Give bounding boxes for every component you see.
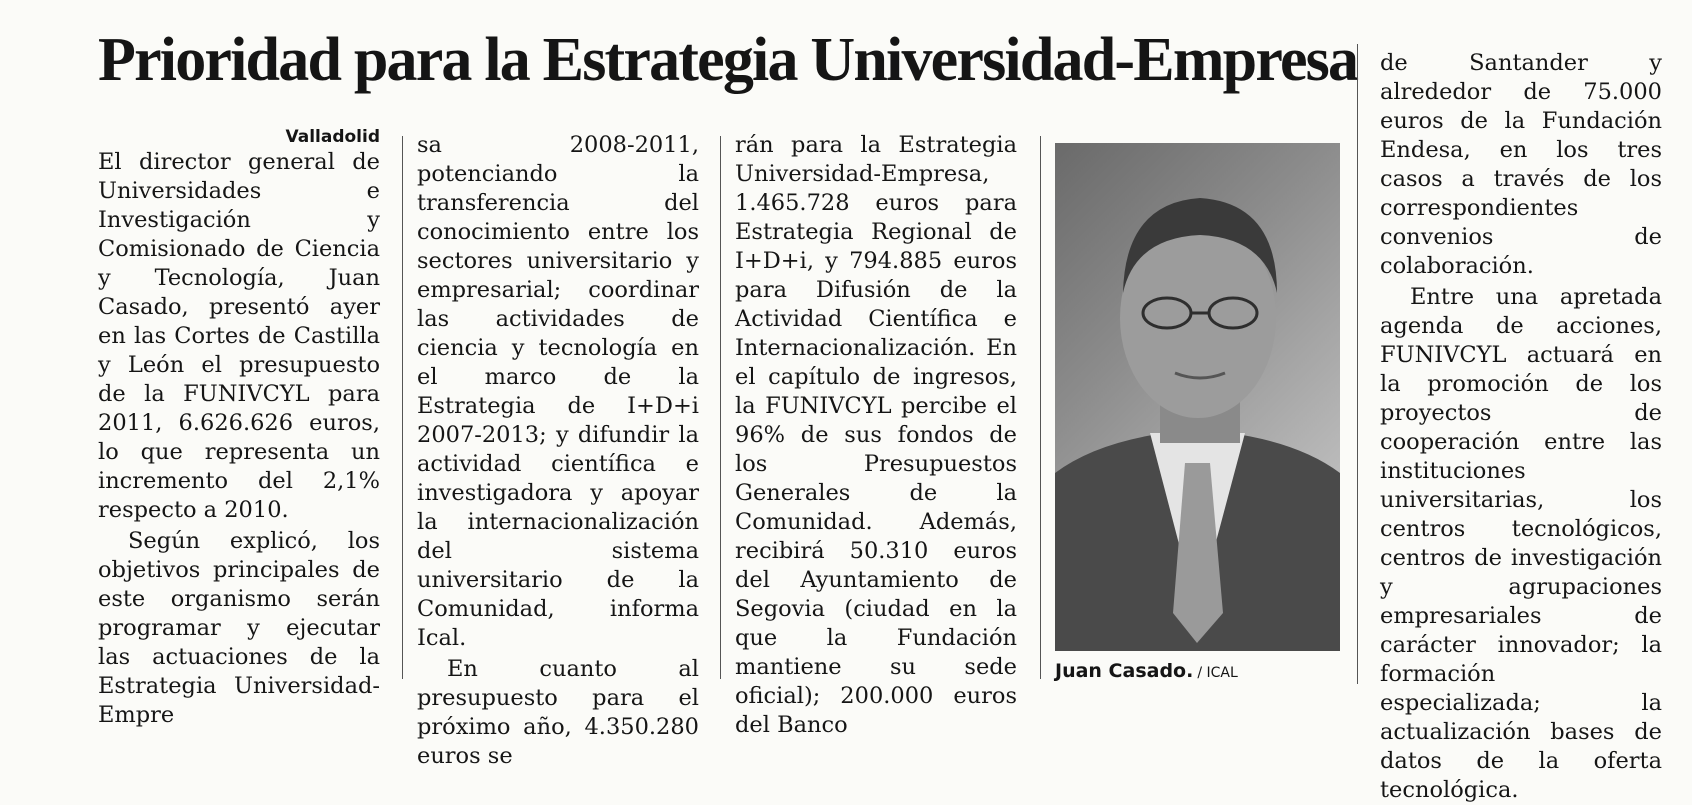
caption-name: Juan Casado. [1055,660,1194,682]
paragraph: de Santander y alrededor de 75.000 euros de la Fundación Endesa, en los tres casos a través de los correspondientes convenios de colaboración. [1380,50,1662,279]
paragraph: Según explicó, los objetivos principales de este organismo serán programar y ejecutar las actuaciones de la Estrategia Universidad-Empre [98,528,380,728]
headline: Prioridad para la Estrategia Universidad-Empresa [98,26,1358,94]
article-column-3 [735,131,1017,740]
column-divider [1357,44,1358,684]
paragraph: En cuanto al presupuesto para el próximo año, 4.350.280 euros se [417,656,699,769]
paragraph: El director general de Universidades e Investigación y Comisionado de Ciencia y Tecnología, Juan Casado, presentó ayer en las Cortes de Castilla y León el presupuesto de la FUNIVCYL para 2011, 6.626.626 euros, lo que representa un incremento del 2,1% respecto a 2010. [98,149,380,523]
column-divider [402,136,403,679]
caption-credit: / ICAL [1197,665,1238,681]
paragraph: sa 2008-2011, potenciando la transferencia del conocimiento entre los sectores universitario y empresarial; coordinar las actividades de ciencia y tecnología en el marco de la Estrategia de I+D+i 2007-2013; y difundir la actividad científica e investigadora y apoyar la internacionalización del sistema universitario de la Comunidad, informa Ical. [417,132,699,651]
article-column-2 [417,131,699,771]
column-divider [1040,136,1041,679]
photo-caption [1055,660,1238,682]
dateline-location: Valladolid [285,127,380,147]
article-column-4 [1380,49,1662,805]
portrait-photo [1055,143,1340,651]
article-column-1 [98,126,380,730]
paragraph: Entre una apretada agenda de acciones, FUNIVCYL actuará en la promoción de los proyectos de cooperación entre las instituciones universitarias, los centros tecnológicos, centros de investigación y agrupaciones empresariales de carácter innovador; la formación especializada; la actualización bases de datos de la oferta tecnológica. [1380,284,1662,803]
column-divider [720,136,721,679]
paragraph: rán para la Estrategia Universidad-Empresa, 1.465.728 euros para Estrategia Regional de I+D+i, y 794.885 euros para Difusión de la Actividad Científica e Internacionalización. En el capítulo de ingresos, la FUNIVCYL percibe el 96% de sus fondos de los Presupuestos Generales de la Comunidad. Además, recibirá 50.310 euros del Ayuntamiento de Segovia (ciudad en la que la Fundación mantiene su sede oficial); 200.000 euros del Banco [735,132,1017,738]
